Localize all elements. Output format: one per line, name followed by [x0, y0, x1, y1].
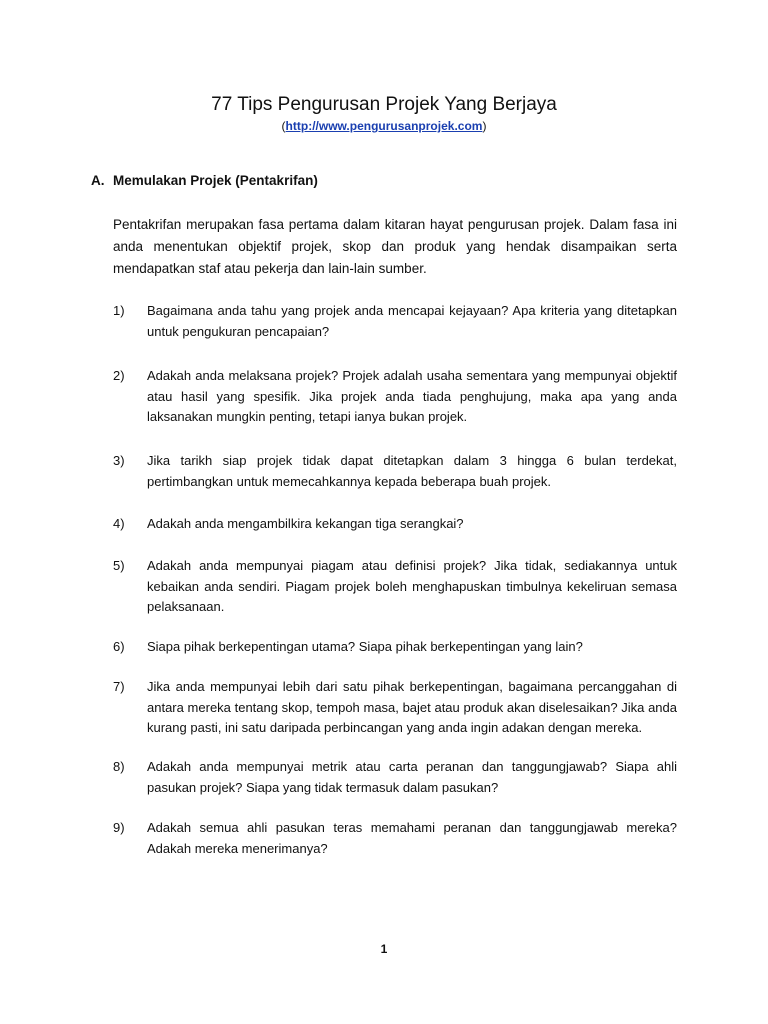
list-item-number: 8) — [113, 759, 125, 774]
list-item — [113, 366, 677, 428]
list-item — [113, 757, 677, 798]
list-item-number: 7) — [113, 679, 125, 694]
list-item-number: 1) — [113, 303, 125, 318]
list-item-text: Adakah anda melaksana projek? Projek adalah usaha sementara yang mempunyai objektif atau hasil yang spesifik. Jika projek anda tiada penghujung, maka apa yang anda laksanakan mungkin penting, tetapi ianya bukan projek. — [147, 368, 677, 424]
list-item — [113, 514, 677, 535]
list-item — [113, 301, 677, 342]
list-item-text: Bagaimana anda tahu yang projek anda mencapai kejayaan? Apa kriteria yang ditetapkan untuk pengukuran pencapaian? — [147, 303, 677, 339]
source-close-paren: ) — [482, 119, 487, 133]
list-item-text: Adakah anda mempunyai piagam atau definisi projek? Jika tidak, sediakannya untuk kebaikan anda sendiri. Piagam projek boleh menghapuskan timbulnya kekeliruan semasa pelaksanaan. — [147, 558, 677, 614]
list-item-number: 2) — [113, 368, 125, 383]
list-item-number: 5) — [113, 558, 125, 573]
page-number: 1 — [380, 942, 388, 956]
list-item-text: Adakah semua ahli pasukan teras memahami peranan dan tanggungjawab mereka? Adakah mereka menerimanya? — [147, 820, 677, 856]
section-intro-paragraph: Pentakrifan merupakan fasa pertama dalam kitaran hayat pengurusan projek. Dalam fasa ini anda menentukan objektif projek, skop dan produk yang hendak disampaikan serta mendapatkan staf atau pekerja dan lain-lain sumber. — [113, 217, 677, 276]
list-item-text: Jika anda mempunyai lebih dari satu pihak berkepentingan, bagaimana percanggahan di antara mereka tentang skop, tempoh masa, bajet atau produk akan diselesaikan? Jika anda kurang pasti, ini satu daripada perbincangan yang anda ingin adakan dengan mereka. — [147, 679, 677, 735]
list-item — [113, 451, 677, 492]
list-item-text: Adakah anda mengambilkira kekangan tiga serangkai? — [147, 516, 464, 531]
list-item-number: 3) — [113, 453, 125, 468]
list-item — [113, 818, 677, 859]
list-item-number: 6) — [113, 639, 125, 654]
list-item-text: Jika tarikh siap projek tidak dapat ditetapkan dalam 3 hingga 6 bulan terdekat, pertimbangkan untuk memecahkannya kepada beberapa buah projek. — [147, 453, 677, 489]
list-item — [113, 677, 677, 739]
source-link[interactable]: http://www.pengurusanprojek.com — [285, 119, 483, 133]
list-item-text: Adakah anda mempunyai metrik atau carta peranan dan tanggungjawab? Siapa ahli pasukan projek? Siapa yang tidak termasuk dalam pasukan? — [147, 759, 677, 795]
section-letter: A. — [91, 173, 105, 188]
list-item-number: 4) — [113, 516, 125, 531]
section-heading — [91, 172, 318, 190]
list-item-number: 9) — [113, 820, 125, 835]
list-item — [113, 637, 677, 658]
source-line — [0, 118, 768, 134]
list-item-text: Siapa pihak berkepentingan utama? Siapa pihak berkepentingan yang lain? — [147, 639, 583, 654]
source-open-paren: ( — [281, 119, 286, 133]
list-item — [113, 556, 677, 618]
document-title: 77 Tips Pengurusan Projek Yang Berjaya — [211, 94, 557, 115]
section-heading-text: Memulakan Projek (Pentakrifan) — [113, 173, 318, 188]
